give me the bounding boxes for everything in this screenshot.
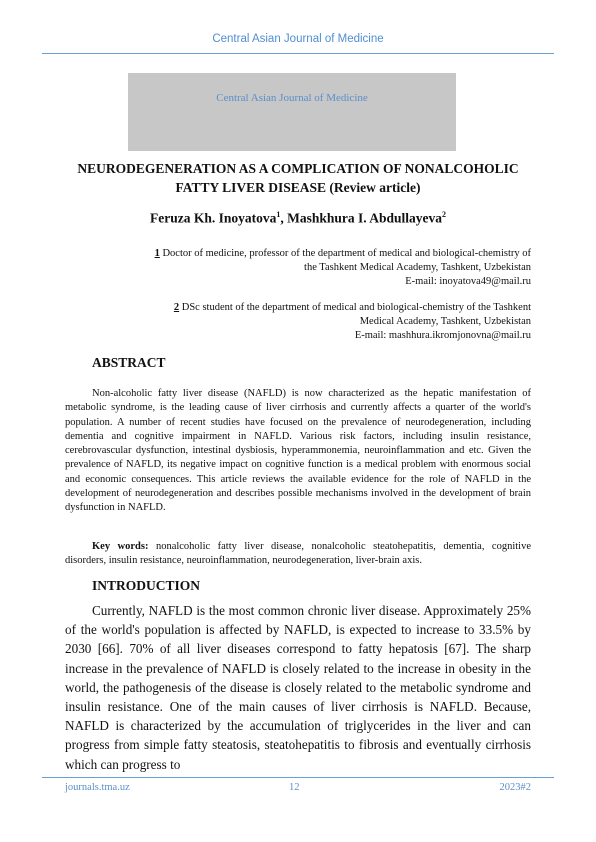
affiliation-2	[100, 301, 531, 343]
affiliation-2-line-2: Medical Academy, Tashkent, Uzbekistan	[359, 316, 531, 327]
author-2-name: Mashkhura I. Abdullayeva	[287, 210, 443, 226]
author-1-affiliation-mark: 1	[276, 210, 281, 219]
footer-page-number: 12	[289, 782, 300, 793]
introduction-text: Currently, NAFLD is the most common chronic liver disease. Approximately 25% of the world's population is affected by NAFLD, is expected to increase to 33.5% by 2030 [66]. 70% of all liver diseases correspond to fatty hepatosis [67]. The sharp increase in the prevalence of NAFLD is closely related to the increase in obesity in the world, the pathogenesis of the disease is closely related to the metabolic syndrome and insulin resistance. One of the main causes of liver cirrhosis is NAFLD. Because, NAFLD is characterized by the accumulation of triglycerides in the liver and can progress from simple fatty steatosis, steatohepatitis to fibrosis and eventually cirrhosis which can progress to	[65, 603, 531, 772]
banner-text: Central Asian Journal of Medicine	[216, 92, 368, 104]
author-separator: ,	[280, 210, 288, 226]
affiliation-2-number: 2	[173, 302, 180, 313]
author-1-name: Feruza Kh. Inoyatova	[149, 210, 277, 226]
keywords-text: nonalcoholic fatty liver disease, nonalcoholic steatohepatitis, dementia, cognitive disorders, insulin resistance, neuroinflammation, neurodegeneration, liver-brain axis.	[65, 541, 531, 567]
author-list	[60, 210, 536, 227]
running-header-journal-title: Central Asian Journal of Medicine	[212, 33, 384, 45]
affiliation-2-email: E-mail: mashhura.ikromjonovna@mail.ru	[354, 330, 531, 341]
keywords-paragraph	[65, 540, 531, 569]
affiliation-1-number: 1	[154, 248, 160, 259]
abstract-text: Non-alcoholic fatty liver disease (NAFLD) is now characterized as the hepatic manifestation of metabolic syndrome, is the leading cause of liver cirrhosis and currently affects a quarter of the world's population. A number of recent studies have focused on the prevalence of neurodegeneration, including dementia and cognitive impairment in NAFLD. Various risk factors, including insulin resistance, cerebrovascular dysfunction, intestinal dysbiosis, hyperammonemia, neuroinflammation and etc. Given the prevalence of NAFLD, its negative impact on cognitive function is a medical problem with enormous social and economic consequences. This article reviews the available evidence for the role of NAFLD in the development of neurodegeneration and describes possible mechanisms involved in the development of brain dysfunction in NAFLD.	[65, 388, 531, 514]
article-title-line-2: FATTY LIVER DISEASE (Review article)	[175, 180, 421, 195]
article-title	[60, 159, 536, 197]
keywords-label: Key words:	[92, 541, 149, 552]
journal-banner-image	[128, 73, 456, 151]
introduction-heading: INTRODUCTION	[92, 578, 201, 593]
abstract-heading: ABSTRACT	[92, 355, 166, 370]
affiliation-1	[100, 247, 531, 289]
affiliation-1-email: E-mail: inoyatova49@mail.ru	[405, 276, 531, 287]
footer-website: journals.tma.uz	[65, 782, 130, 793]
footer-issue: 2023#2	[499, 782, 531, 793]
affiliation-1-line-1: Doctor of medicine, professor of the department of medical and biological-chemistry of	[159, 248, 531, 259]
footer-rule	[42, 777, 554, 778]
article-title-line-1: NEURODEGENERATION AS A COMPLICATION OF NONALCOHOLIC	[77, 161, 519, 176]
affiliation-2-line-1: DSc student of the department of medical and biological-chemistry of the Tashkent	[179, 302, 531, 313]
affiliation-1-line-2: the Tashkent Medical Academy, Tashkent, Uzbekistan	[304, 262, 531, 273]
author-2-affiliation-mark: 2	[442, 210, 447, 219]
header-rule	[42, 53, 554, 54]
